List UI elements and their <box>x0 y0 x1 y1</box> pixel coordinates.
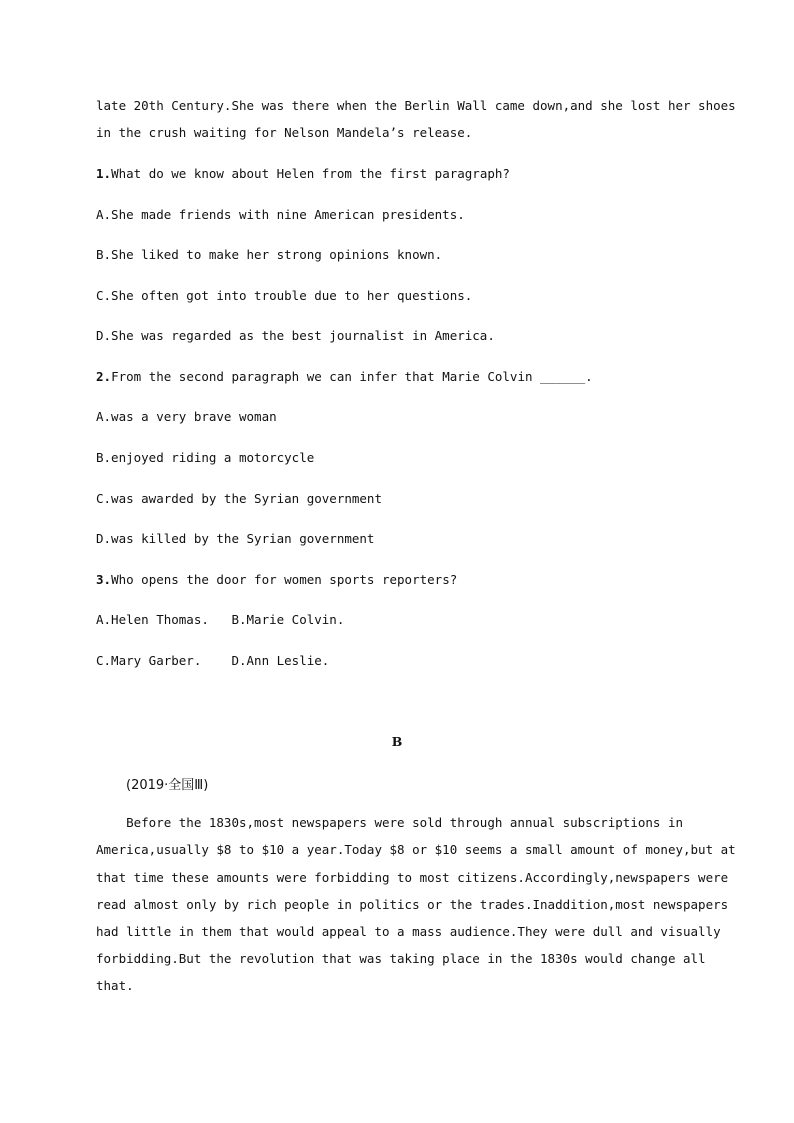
paragraph-line: Before the 1830s,most newspapers were sold through annual subscriptions in <box>96 815 683 830</box>
option-1a: A.She made friends with nine American presidents. <box>96 207 465 222</box>
paragraph-line: that time these amounts were forbidding to most citizens.Accordingly,newspapers were <box>96 870 729 885</box>
paragraph-line: read almost only by rich people in politics or the trades.Inaddition,most newspapers <box>96 897 729 912</box>
paragraph-line: had little in them that would appeal to a mass audience.They were dull and visually <box>96 924 721 939</box>
option-2b: B.enjoyed riding a motorcycle <box>96 450 315 465</box>
question-number: 1. <box>96 166 112 181</box>
passage-line: late 20th Century.She was there when the Berlin Wall came down,and she lost her shoes <box>96 98 736 113</box>
question-1 <box>96 166 510 181</box>
question-text: From the second paragraph we can infer that Marie Colvin ______. <box>111 369 593 384</box>
question-number: 3. <box>96 572 112 587</box>
option-2d: D.was killed by the Syrian government <box>96 531 375 546</box>
option-2a: A.was a very brave woman <box>96 409 277 424</box>
option-1b: B.She liked to make her strong opinions known. <box>96 247 443 262</box>
section-heading: B <box>391 734 403 749</box>
paragraph-line: that. <box>96 978 134 993</box>
question-text: What do we know about Helen from the first paragraph? <box>111 166 510 181</box>
question-text: Who opens the door for women sports reporters? <box>111 572 458 587</box>
source-citation: (2019·全国Ⅲ) <box>126 778 209 793</box>
question-3 <box>96 572 457 587</box>
paragraph-line: America,usually $8 to $10 a year.Today $8 or $10 seems a small amount of money,but at <box>96 842 736 857</box>
question-number: 2. <box>96 369 112 384</box>
option-row-3ab: A.Helen Thomas. B.Marie Colvin. <box>96 612 345 627</box>
passage-line: in the crush waiting for Nelson Mandela’s release. <box>96 125 473 140</box>
option-2c: C.was awarded by the Syrian government <box>96 491 382 506</box>
option-1d: D.She was regarded as the best journalist in America. <box>96 328 495 343</box>
question-2 <box>96 369 593 384</box>
option-row-3cd: C.Mary Garber. D.Ann Leslie. <box>96 653 330 668</box>
option-1c: C.She often got into trouble due to her questions. <box>96 288 473 303</box>
paragraph-line: forbidding.But the revolution that was taking place in the 1830s would change all <box>96 951 706 966</box>
